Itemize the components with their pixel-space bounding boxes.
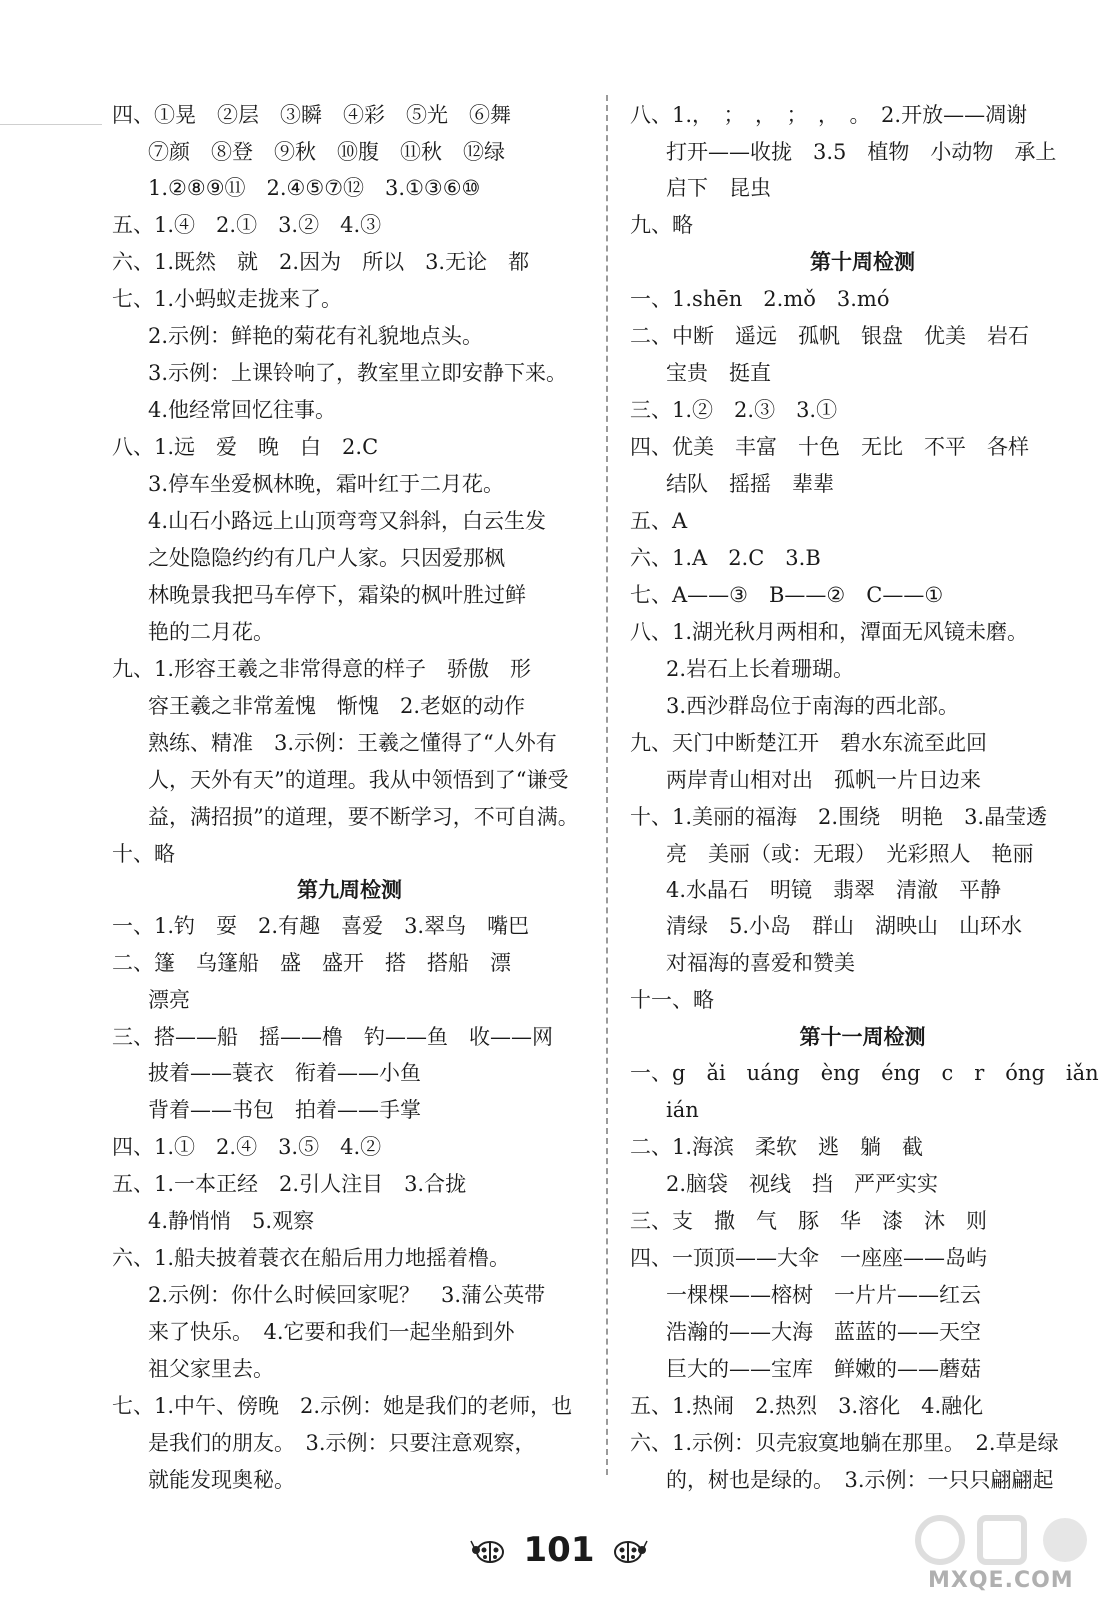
text-line: 结队 摇摇 辈辈	[666, 472, 834, 496]
text-line: 亮 美丽（或：无瑕） 光彩照人 艳丽	[666, 842, 1034, 866]
text-line: ⑦颜 ⑧登 ⑨秋 ⑩腹 ⑪秋 ⑫绿	[148, 140, 505, 164]
text-line: 背着——书包 拍着——手掌	[148, 1098, 421, 1122]
text-line: 六、1.船夫披着蓑衣在船后用力地摇着橹。	[112, 1246, 511, 1270]
text-line: 八、1.湖光秋月两相和，潭面无风镜未磨。	[630, 620, 1029, 644]
watermark-text: MXQE.COM	[928, 1568, 1074, 1593]
text-line: 三、搭——船 摇——橹 钓——鱼 收——网	[112, 1025, 553, 1049]
text-line: 林晚景我把马车停下，霜染的枫叶胜过鲜	[148, 583, 526, 607]
text-line: 七、1.中午、傍晚 2.示例：她是我们的老师，也	[112, 1394, 573, 1418]
text-line: 四、一顶顶——大伞 一座座——岛屿	[630, 1246, 987, 1270]
text-line: 2.示例：你什么时候回家呢？ 3.蒲公英带	[148, 1283, 546, 1307]
text-line: 四、①晃 ②层 ③瞬 ④彩 ⑤光 ⑥舞	[112, 103, 511, 127]
text-line: 4.他经常回忆往事。	[148, 398, 337, 422]
text-line: 十、1.美丽的福海 2.围绕 明艳 3.晶莹透	[630, 805, 1048, 829]
text-line: 十一、略	[630, 988, 714, 1012]
text-line: 容王羲之非常羞愧 惭愧 2.老妪的动作	[148, 694, 526, 718]
text-line: 五、1.④ 2.① 3.② 4.③	[112, 213, 382, 237]
text-line: 四、1.① 2.④ 3.⑤ 4.②	[112, 1135, 382, 1159]
text-line: 清绿 5.小岛 群山 湖映山 山环水	[666, 914, 1023, 938]
text-line: 4.山石小路远上山顶弯弯又斜斜，白云生发	[148, 509, 547, 533]
ladybug-icon	[470, 1535, 508, 1565]
text-line: 漂亮	[148, 988, 190, 1012]
text-line: 是我们的朋友。 3.示例：只要注意观察，	[148, 1431, 536, 1455]
text-line: 八、1.远 爱 晚 白 2.C	[112, 435, 379, 459]
text-line: 八、1.， ； ， ； ， 。 2.开放——凋谢	[630, 103, 1028, 127]
text-line: 九、天门中断楚江开 碧水东流至此回	[630, 731, 987, 755]
text-line: 就能发现奥秘。	[148, 1468, 295, 1492]
section-heading: 第十一周检测	[799, 1024, 926, 1049]
text-line: 浩瀚的——大海 蓝蓝的——天空	[666, 1320, 981, 1344]
text-line: 七、1.小蚂蚁走拢来了。	[112, 287, 343, 311]
text-line: 来了快乐。 4.它要和我们一起坐船到外	[148, 1320, 515, 1344]
text-line: 的，树也是绿的。 3.示例：一只只翩翩起	[666, 1468, 1054, 1492]
text-line: 4.静悄悄 5.观察	[148, 1209, 315, 1233]
text-line: 2.岩石上长着珊瑚。	[666, 657, 855, 681]
text-line: 2.示例：鲜艳的菊花有礼貌地点头。	[148, 324, 484, 348]
text-line: 两岸青山相对出 孤帆一片日边来	[666, 768, 981, 792]
ladybug-icon	[610, 1535, 648, 1565]
column-divider	[606, 95, 608, 1475]
text-line: 1.②⑧⑨⑪ 2.④⑤⑦⑫ 3.①③⑥⑩	[148, 176, 481, 200]
text-line: 披着——蓑衣 衔着——小鱼	[148, 1061, 421, 1085]
text-line: 启下 昆虫	[666, 176, 771, 200]
text-line: 六、1.A 2.C 3.B	[630, 546, 821, 570]
text-line: 五、1.热闹 2.热烈 3.溶化 4.融化	[630, 1394, 984, 1418]
text-line: 4.水晶石 明镜 翡翠 清澈 平静	[666, 878, 1002, 902]
text-line: 九、略	[630, 213, 693, 237]
text-line: 二、篷 乌篷船 盛 盛开 搭 搭船 漂	[112, 951, 511, 975]
text-line: 祖父家里去。	[148, 1357, 274, 1381]
text-line: 五、1.一本正经 2.引人注目 3.合拢	[112, 1172, 467, 1196]
text-line: 三、支 撒 气 豚 华 漆 沐 则	[630, 1209, 987, 1233]
text-line: 一棵棵——榕树 一片片——红云	[666, 1283, 981, 1307]
text-line: 3.示例：上课铃响了，教室里立即安静下来。	[148, 361, 568, 385]
text-line: 七、A——③ B——② C——①	[630, 583, 944, 607]
section-heading: 第九周检测	[297, 877, 402, 902]
text-line: 巨大的——宝库 鲜嫩的——蘑菇	[666, 1357, 981, 1381]
header-rule	[0, 124, 102, 125]
text-line: 对福海的喜爱和赞美	[666, 951, 855, 975]
text-line: 3.西沙群岛位于南海的西北部。	[666, 694, 960, 718]
text-line: 一、1.shēn 2.mǒ 3.mó	[630, 287, 890, 311]
text-line: 2.脑袋 视线 挡 严严实实	[666, 1172, 939, 1196]
text-line: 三、1.② 2.③ 3.①	[630, 398, 838, 422]
text-line: 五、A	[630, 509, 688, 533]
text-line: ián	[666, 1098, 699, 1122]
section-heading: 第十周检测	[810, 249, 915, 274]
text-line: 宝贵 挺直	[666, 361, 771, 385]
text-line: 十、略	[112, 842, 175, 866]
page-number: 101	[523, 1530, 595, 1570]
text-line: 二、中断 遥远 孤帆 银盘 优美 岩石	[630, 324, 1029, 348]
text-line: 艳的二月花。	[148, 620, 274, 644]
text-line: 之处隐隐约约有几户人家。只因爱那枫	[148, 546, 505, 570]
text-line: 打开——收拢 3.5 植物 小动物 承上	[666, 140, 1057, 164]
text-line: 二、1.海滨 柔软 逃 躺 截	[630, 1135, 924, 1159]
text-line: 四、优美 丰富 十色 无比 不平 各样	[630, 435, 1029, 459]
text-line: 六、1.既然 就 2.因为 所以 3.无论 都	[112, 250, 530, 274]
text-line: 人，天外有天”的道理。我从中领悟到了“谦受	[148, 768, 569, 792]
text-line: 熟练、精准 3.示例：王羲之懂得了“人外有	[148, 731, 557, 755]
text-line: 九、1.形容王羲之非常得意的样子 骄傲 形	[112, 657, 532, 681]
text-line: 益，满招损”的道理，要不断学习，不可自满。	[148, 805, 579, 829]
text-line: 3.停车坐爱枫林晚，霜叶红于二月花。	[148, 472, 505, 496]
text-line: 六、1.示例：贝壳寂寞地躺在那里。 2.草是绿	[630, 1431, 1059, 1455]
text-line: 一、g ǎi uáng èng éng c r óng iǎn	[630, 1061, 1099, 1085]
text-line: 一、1.钓 耍 2.有趣 喜爱 3.翠鸟 嘴巴	[112, 914, 530, 938]
